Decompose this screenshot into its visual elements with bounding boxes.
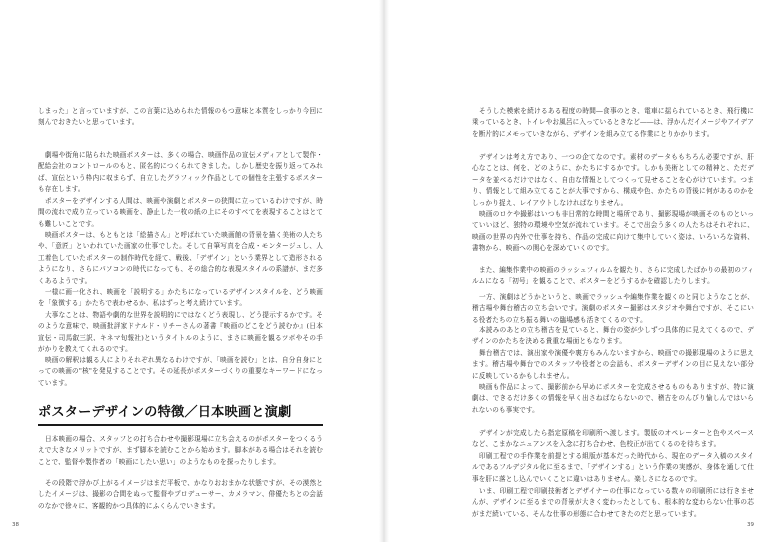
page-number: 38 (12, 522, 19, 528)
paragraph: いま、印刷工程で印刷技術者とデザイナーの仕事になっている数々の印刷所には行きませんが、デザインに至るまでの背景が大きく変わったとしても、根本的な変わらない仕事の芯がまだ続いている、そんな仕事の形態に合わせてきたのだと思っています。 (472, 487, 754, 518)
page-number: 39 (747, 522, 754, 528)
paragraph: 映画の解釈は観る人によりそれぞれ異なるわけですが、「映画を読む」とは、自分自身にとっての映画の"核"を発見することです。その延長がポスターづくりの重要なキーワードになっています。 (38, 356, 323, 387)
paragraph: 日本映画の場合、スタッフとの打ち合わせや撮影現場に立ち会えるのがポスターをつくるうえで大きなメリットですが、まず脚本を読むことから始めます。脚本がある場合はそれを読むことで、監督や製作者の「映画にしたい思い」のようなものを探ったりします。 (38, 435, 323, 466)
paragraph: デザインは考え方であり、一つの企てなのです。素材のデータももちろん必要ですが、肝心なことは、何を、どのように、かたちにするかです。しかも美術としての精神と、ただデータを並べるだけではなく、自由な情報としてつくって見せることを心がけています。つまり、情報として組み立てることが大事ですから、構成や色、かたちの背後に何があるのかをしっかり捉え、レイアウトしなければなりません。 (472, 153, 754, 207)
paragraph: 劇場や街角に貼られた映画ポスターは、多くの場合、映画作品の宣伝メディアとして製作・配給会社のコントロールのもと、匿名的につくられてきました。しかし歴史を振り返ってみれば、宣伝という枠内に収まらず、自立したグラフィック作品としての個性を主張するポスターも存在します。 (38, 151, 323, 194)
heading-underline (38, 424, 323, 426)
paragraph: 映画のロケや撮影はいつも非日常的な時間と場所であり、撮影現場が映画そのものといっていいほど、独特の環境や空気が流れています。そこで出会う多くの人たちはそれぞれに、映画の世界の内外で仕事を持ち、作品の完成に向けて集中していく姿は、いろいろな資料、書物から、映画への関心を深めていくのです。 (472, 210, 754, 253)
paragraph: ポスターをデザインする人間は、映画や演劇とポスターの狭間に立っているわけですが、時間の流れで成り立っている映画を、静止した一枚の紙の上にそのすべてを表現することはとても難しいことです。 (38, 197, 323, 228)
paragraph: その段階で浮かび上がるイメージはまだ平板で、かなりおおまかな状態ですが、その漠然としたイメージは、撮影の合間をぬって監督やプロデューサー、カメラマン、俳優たちとの会話のなかで徐々に、客観的かつ具体的にふくらんでいきます。 (38, 479, 323, 510)
paragraph: また、編集作業中の映画のラッシュフィルムを観たり、さらに完成したばかりの最初のフィルムになる「初号」を観ることで、ポスターをどうするかを確認したりします。 (472, 266, 754, 286)
paragraph: 一様に画一化され、映画を「説明する」かたちになっているデザインスタイルを、どう映画を「象徴する」かたちで表わせるか、私はずっと考え続けています。 (38, 288, 323, 308)
paragraph: 本読みのあとの立ち稽古を見ていると、舞台の姿が少しずつ具体的に見えてくるので、デザインのかたちを決める貴重な場面ともなります。 (472, 326, 754, 346)
paragraph: 印刷工程での手作業を前提とする組版が基本だった時代から、現在のデータ入稿のスタイルであるフルデジタル化に至るまで、「デザインする」という作業の実感が、身体を通して仕事を肝に落とし込んでいくことに違いはありません。楽しさになるのです。 (472, 452, 754, 483)
paragraph: しまった」と言っていますが、この言葉に込められた情報のもつ意味と本質をしっかり今回に刻んでおきたいと思っています。 (38, 107, 323, 127)
paragraph: そうした模索を続けるある程度の時間―食事のとき、電車に揺られているとき、飛行機に乗っているとき、トイレやお風呂に入っているときなど――は、浮かんだイメージやアイデアを断片的にメモっていきながら、デザインを組み立てる作業にとりかかります。 (472, 107, 754, 138)
paragraph: 映画も作品によって、撮影前から早めにポスターを完成させるものもありますが、特に演劇は、できるだけ多くの情報を早く出さねばならないので、稽古をのんびり愉しんではいられないのも事実です。 (472, 383, 754, 414)
paragraph: 一方、演劇はどうかというと、映画でラッシュや編集作業を観くのと同じようなことが、稽古場や舞台稽古の立ち会いです。演劇のポスター撮影はスタジオや舞台ですが、そこにいる役者たちの立ち振る舞いの臨場感も活きてくるのです。 (472, 293, 754, 324)
paragraph: 映画ポスターは、もともとは「絵描さん」と呼ばれていた映画館の背景を描く美術の人たちや、「意匠」といわれていた画家の仕事でした。そして自筆写真を合成・モンタージュし、人工着色していたポスターの制作時代を経て、戦後、「デザイン」という業界として造形されるようになり、さらにパソコンの時代になっても、その総合的な表現スタイルの系譜が、まだ多くあるようです。 (38, 231, 323, 285)
right-page (384, 0, 768, 542)
paragraph: デザインが完成したら指定原稿を印刷所へ渡します。製版のオペレーターと色やスペースなど、こまかなニュアンスを入念に打ち合わせ、色校正が出てくるのを待ちます。 (472, 429, 754, 449)
paragraph: 大事なことは、物語や劇的な世界を説明的にではなくどう表現し、どう提示するかです。そのような意味で、映画批評家ドナルド・リチーさんの著書『映画のどこをどう読むか』(日本宣伝・司馬叡三訳、キネマ旬報社)というタイトルのように、まさに映画を観るツボやその手がかりを教えてくれるのです。 (38, 311, 323, 354)
paragraph: 舞台稽古では、演出家や演優や裏方もみんないますから、映画での撮影現場のように思えます。稽古場や舞台でのスタッフや役者との会話も、ポスターデザインの目に見えない部分に反映しているかもしれません。 (472, 349, 754, 380)
section-heading: ポスターデザインの特徴／日本映画と演劇 (38, 405, 292, 420)
